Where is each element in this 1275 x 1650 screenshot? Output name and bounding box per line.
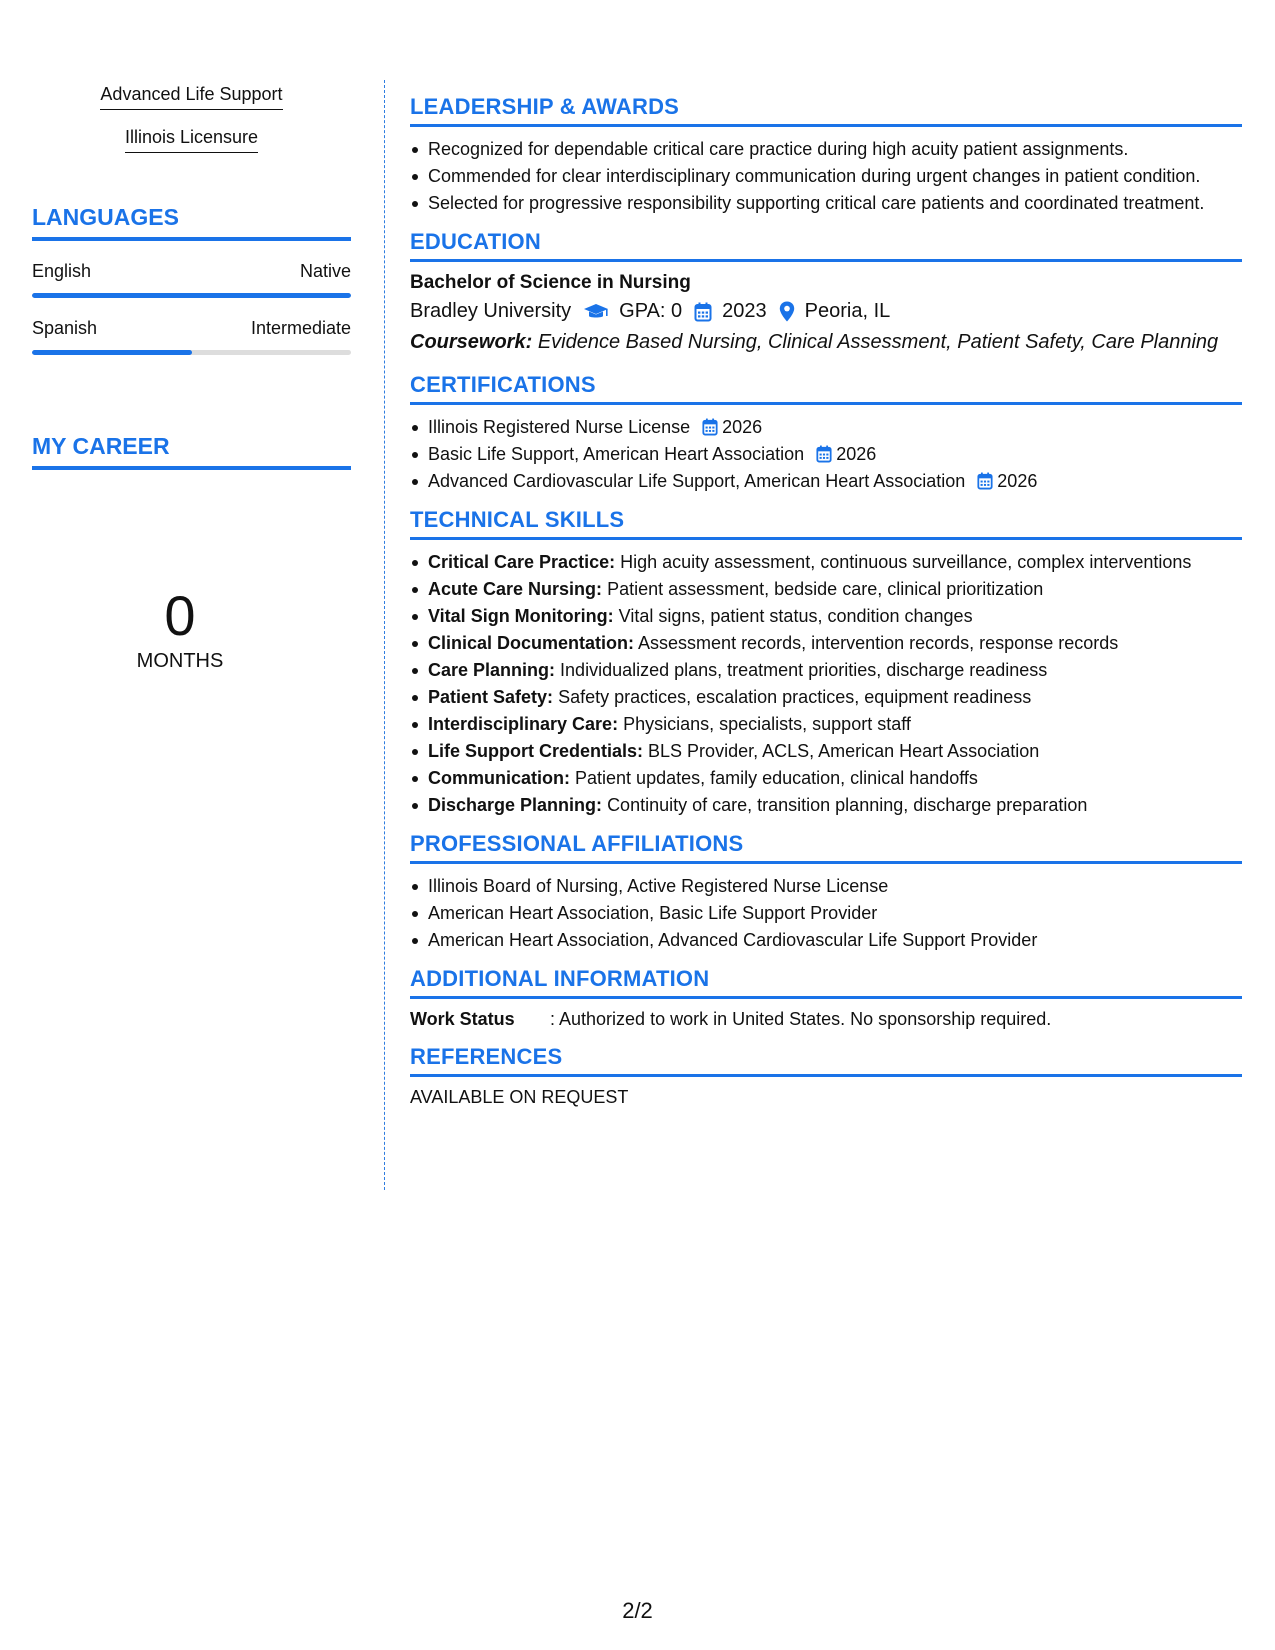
language-item	[32, 261, 351, 298]
calendar-icon	[694, 302, 712, 322]
certification-year: 2026	[722, 417, 763, 437]
skill-text: Continuity of care, transition planning, discharge preparation	[607, 795, 1088, 815]
list-item: American Heart Association, Advanced Cardiovascular Life Support Provider	[410, 928, 1242, 952]
list-item: American Heart Association, Basic Life Support Provider	[410, 901, 1242, 925]
school-name: Bradley University	[410, 300, 572, 322]
skill-text: Vital signs, patient status, condition changes	[618, 606, 973, 626]
gpa: GPA: 0	[619, 300, 683, 322]
certifications-heading: CERTIFICATIONS	[410, 372, 1242, 405]
coursework-label: Coursework:	[410, 331, 533, 353]
language-proficiency-fill	[32, 293, 351, 298]
language-proficiency-bar	[32, 293, 351, 298]
skill-tag: Illinois Licensure	[125, 127, 258, 153]
school-location: Peoria, IL	[804, 300, 891, 322]
skill-label: Acute Care Nursing:	[428, 579, 603, 599]
affiliations-heading: PROFESSIONAL AFFILIATIONS	[410, 831, 1242, 864]
list-item: Selected for progressive responsibility supporting critical care patients and coordinated treatment.	[410, 191, 1242, 215]
career-value: 0	[164, 584, 196, 647]
skill-label: Critical Care Practice:	[428, 552, 616, 572]
skill-label: Interdisciplinary Care:	[428, 714, 619, 734]
certification-name: Basic Life Support, American Heart Association	[428, 444, 805, 464]
skill-text: Patient updates, family education, clinical handoffs	[575, 768, 978, 788]
skill-text: Physicians, specialists, support staff	[623, 714, 911, 734]
career-section	[32, 433, 351, 673]
additional-info-heading: ADDITIONAL INFORMATION	[410, 966, 1242, 999]
coursework	[410, 331, 1242, 354]
language-proficiency-fill	[32, 350, 192, 355]
calendar-icon	[702, 418, 718, 436]
skill-text: Patient assessment, bedside care, clinical prioritization	[607, 579, 1044, 599]
work-status-row	[410, 1009, 1242, 1030]
list-item	[410, 712, 1242, 736]
skill-text: Individualized plans, treatment priorities, discharge readiness	[560, 660, 1048, 680]
language-level: Native	[299, 261, 351, 281]
list-item	[410, 550, 1242, 574]
certification-year: 2026	[836, 444, 877, 464]
degree-title: Bachelor of Science in Nursing	[410, 272, 691, 293]
education-section	[410, 229, 1242, 354]
list-item	[410, 685, 1242, 709]
skill-label: Vital Sign Monitoring:	[428, 606, 614, 626]
leadership-section	[410, 94, 1242, 215]
list-item	[410, 658, 1242, 682]
references-section	[410, 1044, 1242, 1108]
skill-label: Communication:	[428, 768, 570, 788]
graduation-cap-icon	[583, 303, 609, 321]
list-item: Illinois Board of Nursing, Active Registered Nurse License	[410, 874, 1242, 898]
languages-section	[32, 204, 351, 355]
list-item	[410, 793, 1242, 817]
coursework-list: Evidence Based Nursing, Clinical Assessment, Patient Safety, Care Planning	[537, 331, 1219, 353]
sidebar	[32, 84, 351, 673]
certifications-section	[410, 372, 1242, 493]
calendar-icon	[816, 445, 832, 463]
language-name: Spanish	[32, 318, 98, 338]
skill-label: Care Planning:	[428, 660, 556, 680]
calendar-icon	[977, 472, 993, 490]
career-count	[32, 584, 328, 673]
list-item	[410, 577, 1242, 601]
skill-label: Clinical Documentation:	[428, 633, 635, 653]
list-item	[410, 739, 1242, 763]
skill-text: BLS Provider, ACLS, American Heart Association	[648, 741, 1040, 761]
skill-text: Assessment records, intervention records, response records	[638, 633, 1119, 653]
language-name: English	[32, 261, 92, 281]
career-unit: MONTHS	[136, 650, 224, 672]
list-item	[410, 469, 1242, 493]
leadership-heading: LEADERSHIP & AWARDS	[410, 94, 1242, 127]
list-item: Recognized for dependable critical care practice during high acuity patient assignments.	[410, 137, 1242, 161]
language-item	[32, 318, 351, 355]
list-item	[410, 766, 1242, 790]
technical-skills-section	[410, 507, 1242, 817]
skill-label: Discharge Planning:	[428, 795, 603, 815]
list-item	[410, 631, 1242, 655]
main-content	[410, 94, 1242, 1122]
skill-tag: Advanced Life Support	[100, 84, 282, 110]
technical-skills-heading: TECHNICAL SKILLS	[410, 507, 1242, 540]
list-item	[410, 442, 1242, 466]
skill-label: Life Support Credentials:	[428, 741, 644, 761]
skill-text: Safety practices, escalation practices, equipment readiness	[558, 687, 1032, 707]
list-item	[410, 604, 1242, 628]
work-status-label: Work Status	[410, 1009, 515, 1029]
graduation-year: 2023	[722, 300, 767, 322]
language-level: Intermediate	[250, 318, 351, 338]
location-pin-icon	[779, 301, 795, 322]
skill-tags	[32, 84, 351, 170]
references-heading: REFERENCES	[410, 1044, 1242, 1077]
page-number: 2/2	[622, 1598, 653, 1623]
work-status-value: : Authorized to work in United States. No sponsorship required.	[550, 1009, 1052, 1029]
certification-year: 2026	[997, 471, 1038, 491]
skill-label: Patient Safety:	[428, 687, 554, 707]
affiliations-section	[410, 831, 1242, 952]
education-heading: EDUCATION	[410, 229, 1242, 262]
certification-name: Illinois Registered Nurse License	[428, 417, 691, 437]
column-divider	[384, 80, 385, 1190]
education-details	[410, 300, 1242, 323]
skill-text: High acuity assessment, continuous surveillance, complex interventions	[620, 552, 1192, 572]
certification-name: Advanced Cardiovascular Life Support, American Heart Association	[428, 471, 966, 491]
references-text: AVAILABLE ON REQUEST	[410, 1087, 629, 1107]
additional-info-section	[410, 966, 1242, 1030]
career-heading: MY CAREER	[32, 433, 351, 470]
list-item: Commended for clear interdisciplinary communication during urgent changes in patient condition.	[410, 164, 1242, 188]
languages-heading: LANGUAGES	[32, 204, 351, 241]
language-proficiency-bar	[32, 350, 351, 355]
list-item	[410, 415, 1242, 439]
